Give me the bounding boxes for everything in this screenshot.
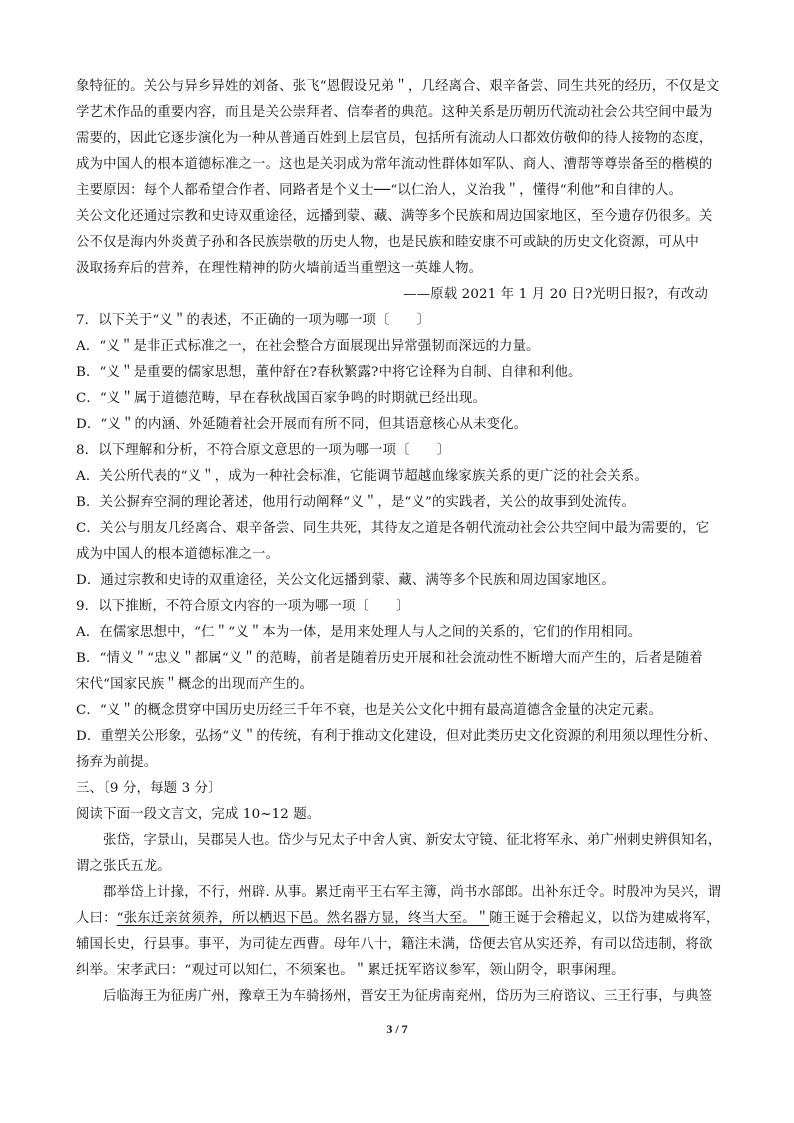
text-segment: 随王诞于会稽起义，以岱为建威将军， (489, 911, 720, 926)
question-stem: 8．以下理解和分析，不符合原文意思的一项为哪一项〔 〕 (76, 443, 451, 458)
passage-line: 学艺术作品的重要内容，而且是关公崇拜者、信奉者的典范。这种关系是历朝历代流动社会公共空间中最为 (76, 105, 713, 120)
classical-text-line: 谓之张氏五龙。 (76, 859, 171, 874)
option-d: D．通过宗教和史诗的双重途径，关公文化远播到蒙、藏、满等多个民族和周边国家地区。 (76, 573, 615, 588)
option-c: C．“义＂属于道德范畴，早在春秋战国百家争鸣的时期就已经出现。 (76, 391, 487, 406)
classical-text-line: 后临海王为征虏广州，豫章王为车骑扬州，晋安王为征虏南兖州，岱历为三府谘议、三王行事，与典签 (103, 989, 713, 1004)
option-b: B．“情义＂“忠义＂都属“义＂的范畴，前者是随着历史开展和社会流动性不断增大而产生的，后者是随着 (76, 651, 703, 666)
option-a: A．在儒家思想中，“仁＂“义＂本为一体，是用来处理人与人之间的关系的，它们的作用相同。 (76, 625, 642, 640)
classical-text-line: 张岱，字景山，吴郡吴人也。岱少与兄太子中舍人寅、新安太守镜、征北将军永、弟广州刺史辨俱知名， (103, 833, 722, 848)
classical-text-line (76, 906, 724, 932)
option-a: A．“义＂是非正式标准之一，在社会整合方面展现出异常强韧而深远的力量。 (76, 339, 540, 354)
passage-line: 汲取扬弃后的营养，在理性精神的防火墙前适当重塑这一英雄人物。 (76, 261, 483, 276)
passage-line: 需要的，因此它逐步演化为一种从普通百姓到上层官员，包括所有流动人口都效仿敬仰的待人接物的态度， (76, 131, 713, 146)
question-7 (76, 308, 724, 438)
section-3 (76, 776, 724, 1010)
option-b: B．关公摒弃空洞的理论著述，他用行动阐释“义＂，是“义”的实践者，关公的故事到处流传。 (76, 495, 636, 510)
source-citation: ——原载 2021 年 1 月 20 日?光明日报?，有改动 (403, 287, 708, 302)
question-8 (76, 438, 724, 594)
passage-line: 象特征的。关公与异乡异姓的刘备、张飞“恩假设兄弟＂，几经离合、艰辛备尝、同生共死的经历，不仅是文 (76, 79, 720, 94)
option-d: D．“义＂的内涵、外延随着社会开展而有所不同，但其语意核心从未变化。 (76, 417, 528, 432)
option-b-continued: 宋代“国家民族＂概念的出现而产生的。 (76, 677, 314, 692)
option-b: B．“义＂是重要的儒家思想，董仲舒在?春秋繁露?中将它诠释为自制、自律和利他。 (76, 365, 582, 380)
option-d-continued: 扬弃为前提。 (76, 755, 158, 770)
section-instruction: 阅读下面一段文言文，完成 10~12 题。 (76, 807, 321, 822)
question-9 (76, 594, 724, 776)
text-segment: 人曰： (76, 911, 117, 926)
section-header: 三、〔9 分，每题 3 分〕 (76, 781, 222, 796)
page-content (76, 74, 724, 1010)
option-d: D．重塑关公形象，弘扬“义＂的传统，有利于推动文化建设，但对此类历史文化资源的利用须以理性分析、 (76, 729, 717, 744)
option-a: A．关公所代表的“义＂，成为一种社会标准，它能调节超越血缘家族关系的更广泛的社会关系。 (76, 469, 648, 484)
option-c: C．关公与朋友几经离合、艰辛备尝、同生共死，其待友之道是各朝代流动社会公共空间中最为需要的，它 (76, 521, 710, 536)
passage-line: 主要原因：每个人都希望合作者、同路者是个义士──“以仁治人，义治我＂，懂得“利他”和自律的人。 (76, 183, 683, 198)
option-c: C．“义＂的概念贯穿中国历史历经三千年不衰，也是关公文化中拥有最高道德含金量的决定元素。 (76, 703, 663, 718)
passage-line: 关公文化还通过宗教和史诗双重途径，远播到蒙、藏、满等多个民族和周边国家地区，至今遗存仍很多。关 (76, 209, 713, 224)
page-number: 3 / 7 (386, 1022, 408, 1036)
underlined-sentence: “张东迁亲贫须养，所以栖迟下邑。然名器方显，终当大至。＂ (116, 911, 490, 926)
classical-text-line: 纠举。宋孝武曰：“观过可以知仁，不须案也。＂累迁抚军谘议参军，领山阴令，职事闲理。 (76, 963, 625, 978)
question-stem: 7．以下关于“义＂的表述，不正确的一项为哪一项〔 〕 (76, 313, 431, 328)
question-stem: 9．以下推断，不符合原文内容的一项为哪一项〔 〕 (76, 599, 410, 614)
classical-text-line: 郡举岱上计掾，不行，州辟. 从事。累迁南平王右军主簿，尚书水部郎。出补东迁令。时殷冲为吴兴，谓 (103, 885, 722, 900)
passage-line: 公不仅是海内外炎黄子孙和各民族崇敬的历史人物，也是民族和睦安康不可或缺的历史文化资源，可从中 (76, 235, 699, 250)
option-c-continued: 成为中国人的根本道德标准之一。 (76, 547, 280, 562)
passage-line: 成为中国人的根本道德标准之一。这也是关羽成为常年流动性群体如军队、商人、漕帮等尊崇备至的楷模的 (76, 157, 713, 172)
classical-text-line: 辅国长史，行县事。事平，为司徒左西曹。母年八十，籍注未满，岱便去官从实还养，有司以岱违制，将欲 (76, 937, 713, 952)
passage-tail (76, 74, 724, 282)
